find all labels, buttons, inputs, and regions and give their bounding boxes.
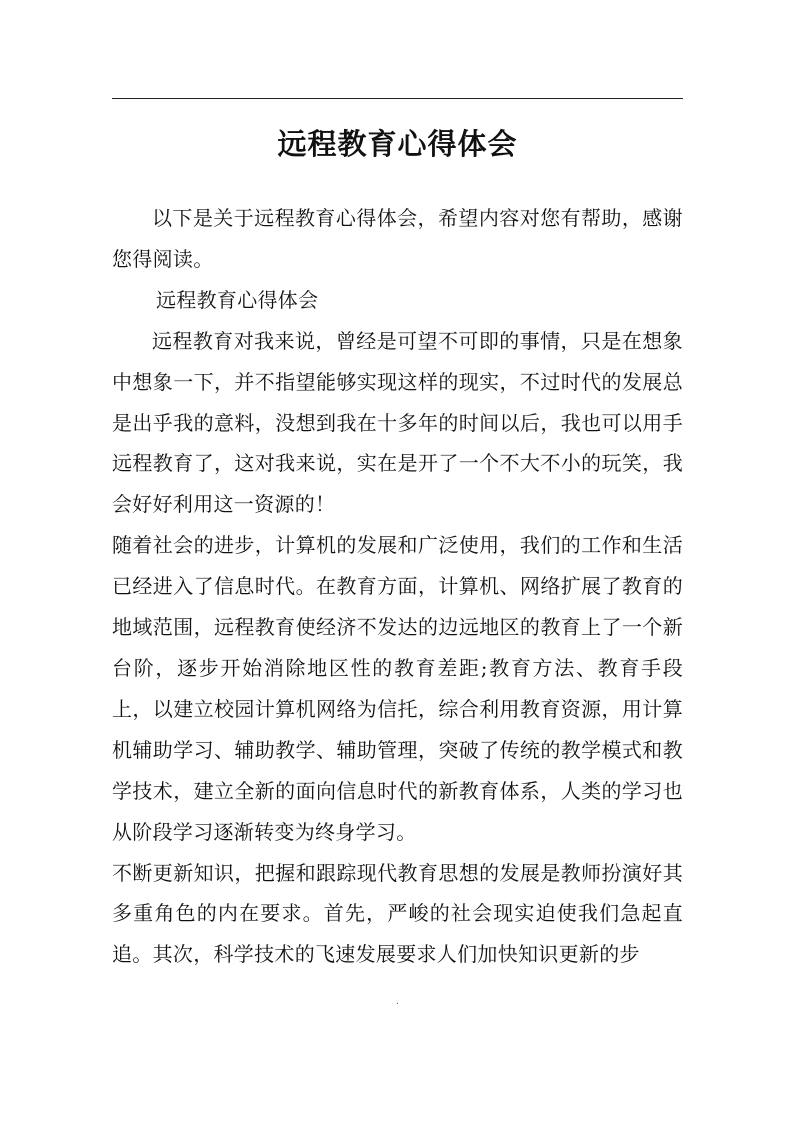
paragraph-1: 远程教育对我来说，曾经是可望不可即的事情，只是在想象中想象一下，并不指望能够实现这样的现实，不过时代的发展总是出乎我的意料，没想到我在十多年的时间以后，我也可以用手远程教育了，这对我来说，实在是开了一个不大不小的玩笑，我会好好利用这一资源的！ bbox=[112, 328, 683, 517]
page-title: 远程教育心得体会 bbox=[277, 127, 518, 161]
intro-paragraph: 以下是关于远程教育心得体会，希望内容对您有帮助，感谢您得阅读。 bbox=[112, 206, 683, 271]
paragraph-3: 不断更新知识，把握和跟踪现代教育思想的发展是教师扮演好其多重角色的内在要求。首先，严峻的社会现实迫使我们急起直追。其次，科学技术的飞速发展要求人们加快知识更新的步 bbox=[112, 860, 683, 967]
footer-mark: . bbox=[396, 997, 399, 1007]
paragraph-2: 随着社会的进步，计算机的发展和广泛使用，我们的工作和生活已经进入了信息时代。在教育方面，计算机、网络扩展了教育的地域范围，远程教育使经济不发达的边远地区的教育上了一个新台阶，逐步开始消除地区性的教育差距;教育方法、教育手段上，以建立校园计算机网络为信托，综合利用教育资源，用计算机辅助学习、辅助教学、辅助管理，突破了传统的教学模式和教学技术，建立全新的面向信息时代的新教育体系，人类的学习也从阶段学习逐渐转变为终身学习。 bbox=[112, 533, 683, 844]
document-body bbox=[112, 198, 683, 975]
section-subtitle: 远程教育心得体会 bbox=[156, 287, 319, 312]
header-rule bbox=[112, 98, 683, 99]
